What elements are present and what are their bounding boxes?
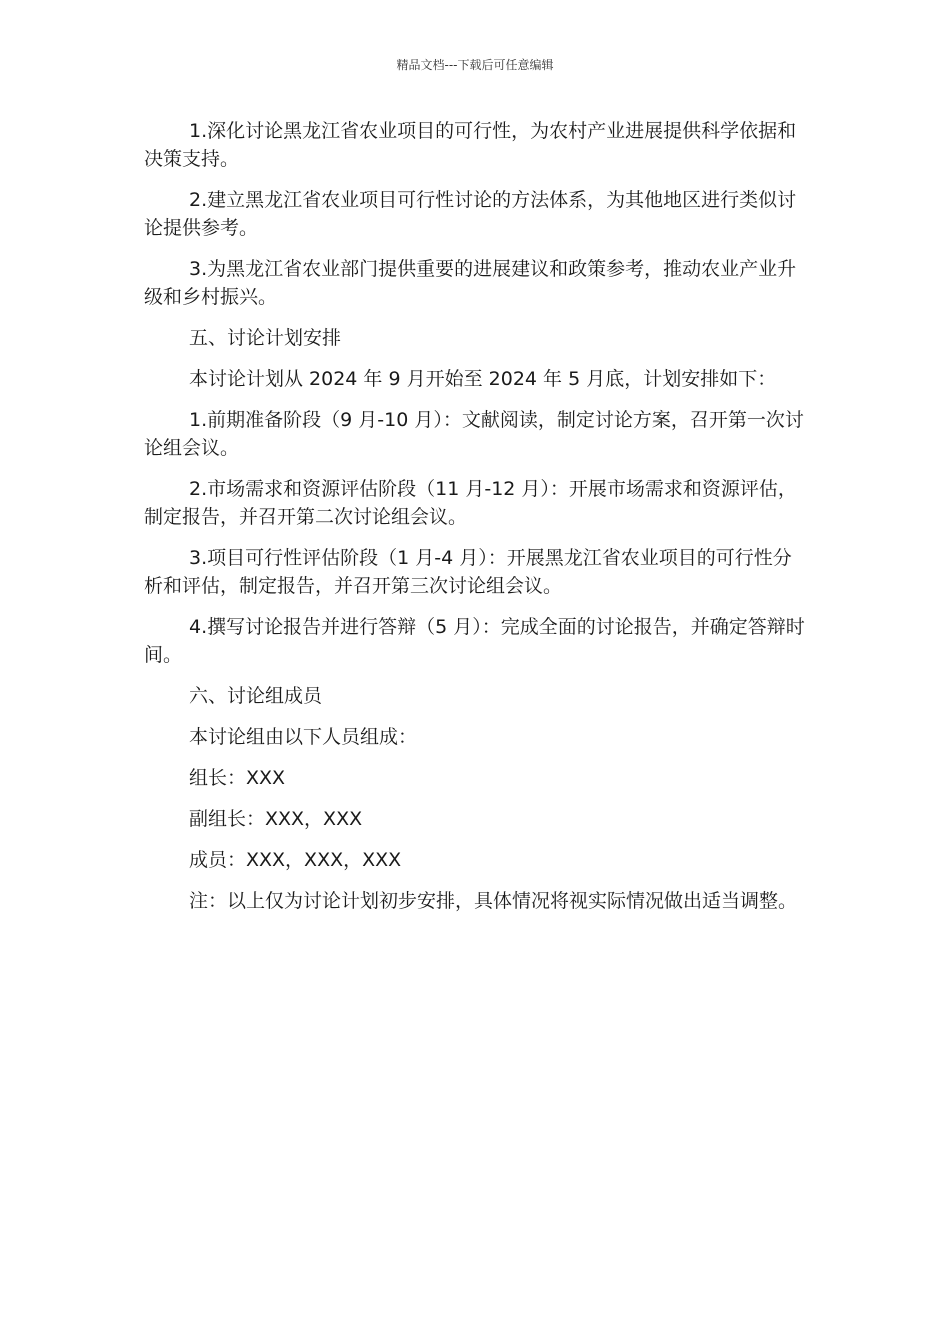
section-heading-schedule: 五、讨论计划安排 (189, 327, 342, 349)
schedule-item-4: 4.撰写讨论报告并进行答辩（5 月）：完成全面的讨论报告，并确定答辩时间。 (144, 616, 805, 666)
schedule-item-2: 2.市场需求和资源评估阶段（11 月-12 月）：开展市场需求和资源评估，制定报告，并召开第二次讨论组会议。 (144, 478, 797, 528)
schedule-item-3: 3.项目可行性评估阶段（1 月-4 月）：开展黑龙江省农业项目的可行性分析和评估，制定报告，并召开第三次讨论组会议。 (144, 547, 792, 597)
document-body (144, 117, 809, 928)
members-intro: 本讨论组由以下人员组成： (189, 726, 418, 748)
schedule-intro: 本讨论计划从 2024 年 9 月开始至 2024 年 5 月底，计划安排如下： (189, 368, 777, 390)
goal-item-3: 3.为黑龙江省农业部门提供重要的进展建议和政策参考，推动农业产业升级和乡村振兴。 (144, 258, 797, 308)
goal-item-2: 2.建立黑龙江省农业项目可行性讨论的方法体系，为其他地区进行类似讨论提供参考。 (144, 189, 797, 239)
page-header: 精品文档---下载后可任意编辑 (396, 58, 554, 72)
member-leader: 组长：XXX (189, 767, 286, 789)
member-members: 成员：XXX，XXX，XXX (189, 849, 402, 871)
section-heading-members: 六、讨论组成员 (189, 685, 323, 707)
closing-note: 注：以上仅为讨论计划初步安排，具体情况将视实际情况做出适当调整。 (189, 890, 798, 912)
schedule-item-1: 1.前期准备阶段（9 月-10 月）：文献阅读，制定讨论方案，召开第一次讨论组会议。 (144, 409, 804, 459)
goal-item-1: 1.深化讨论黑龙江省农业项目的可行性，为农村产业进展提供科学依据和决策支持。 (144, 120, 797, 170)
member-deputy-leader: 副组长：XXX，XXX (189, 808, 363, 830)
